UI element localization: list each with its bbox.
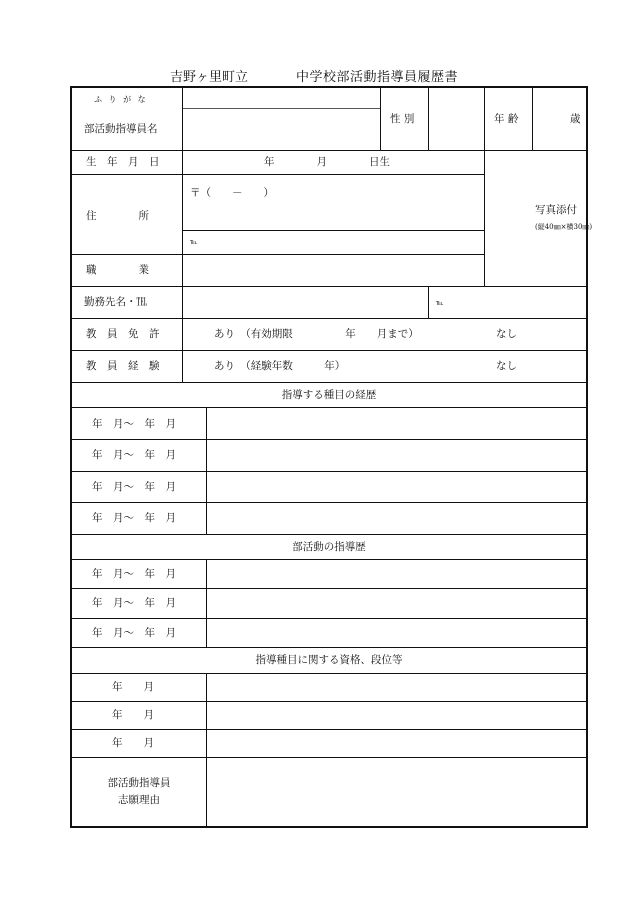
rule [182, 88, 183, 382]
section-coaching-history: 指導する種目の経歴 [281, 389, 377, 401]
rule [72, 534, 586, 535]
name-label: 部活動指導員名 [84, 123, 158, 135]
section-club-history: 部活動の指導歴 [292, 541, 366, 553]
experience-yes: あり （経験年数 年） [214, 360, 346, 372]
license-yes: あり （有効期限 年 月まで） [214, 328, 419, 340]
age-unit: 歳 [570, 113, 581, 125]
photo-size: (縦40㎜×横30㎜) [535, 223, 593, 231]
experience-no: なし [496, 360, 517, 372]
address-label: 住 所 [86, 210, 149, 222]
rule [72, 318, 586, 319]
section-qualifications: 指導種目に関する資格、段位等 [255, 654, 403, 666]
rule [532, 88, 533, 150]
postal-code: 〒（ － ） [190, 187, 274, 199]
rule [72, 588, 586, 589]
workplace-label: 勤務先名・℡ [84, 296, 147, 308]
license-label: 教 員 免 許 [86, 328, 160, 340]
rule [428, 286, 429, 318]
rule [72, 254, 484, 255]
resume-form [70, 86, 593, 828]
period-label: 年 月～ 年 月 [92, 418, 176, 430]
form-header [70, 66, 588, 84]
motivation-label: 部活動指導員 [107, 777, 171, 789]
occupation-label: 職 業 [86, 264, 149, 276]
rule [72, 647, 586, 648]
rule [206, 559, 207, 647]
period-label: 年 月～ 年 月 [92, 512, 176, 524]
rule [72, 407, 586, 408]
license-no: なし [496, 328, 517, 340]
month-label: 年 月 [112, 681, 154, 693]
workplace-tel-label: ℡ [436, 299, 444, 307]
rule [72, 150, 586, 151]
period-label: 年 月～ 年 月 [92, 627, 176, 639]
form-title: 中学校部活動指導員履歴書 [296, 70, 459, 85]
photo-label: 写真添付 [535, 204, 577, 216]
rule [72, 382, 586, 383]
birth-format: 年 月 日生 [264, 156, 390, 168]
rule [72, 757, 586, 758]
motivation-label: 志願理由 [118, 794, 160, 806]
rule [72, 471, 586, 472]
address-tel-label: ℡ [190, 238, 198, 246]
rule [72, 502, 586, 503]
month-label: 年 月 [112, 737, 154, 749]
gender-label: 性 別 [390, 113, 415, 125]
rule [72, 559, 586, 560]
rule [72, 439, 586, 440]
rule [206, 673, 207, 828]
rule [428, 88, 429, 150]
rule [72, 618, 586, 619]
period-label: 年 月～ 年 月 [92, 597, 176, 609]
rule [72, 701, 586, 702]
rule [72, 673, 586, 674]
rule [72, 729, 586, 730]
rule [380, 88, 381, 150]
month-label: 年 月 [112, 709, 154, 721]
period-label: 年 月～ 年 月 [92, 449, 176, 461]
rule [72, 350, 586, 351]
rule [182, 230, 484, 231]
birth-label: 生 年 月 日 [86, 156, 160, 168]
period-label: 年 月～ 年 月 [92, 568, 176, 580]
furigana-divider [182, 108, 380, 109]
rule [206, 407, 207, 534]
town-name: 吉野ヶ里町立 [170, 70, 249, 85]
rule [484, 88, 485, 286]
furigana-label: ふ り が な [94, 95, 148, 104]
period-label: 年 月～ 年 月 [92, 481, 176, 493]
rule [72, 286, 586, 287]
age-label: 年 齢 [494, 113, 519, 125]
experience-label: 教 員 経 験 [86, 360, 160, 372]
rule [72, 174, 484, 175]
